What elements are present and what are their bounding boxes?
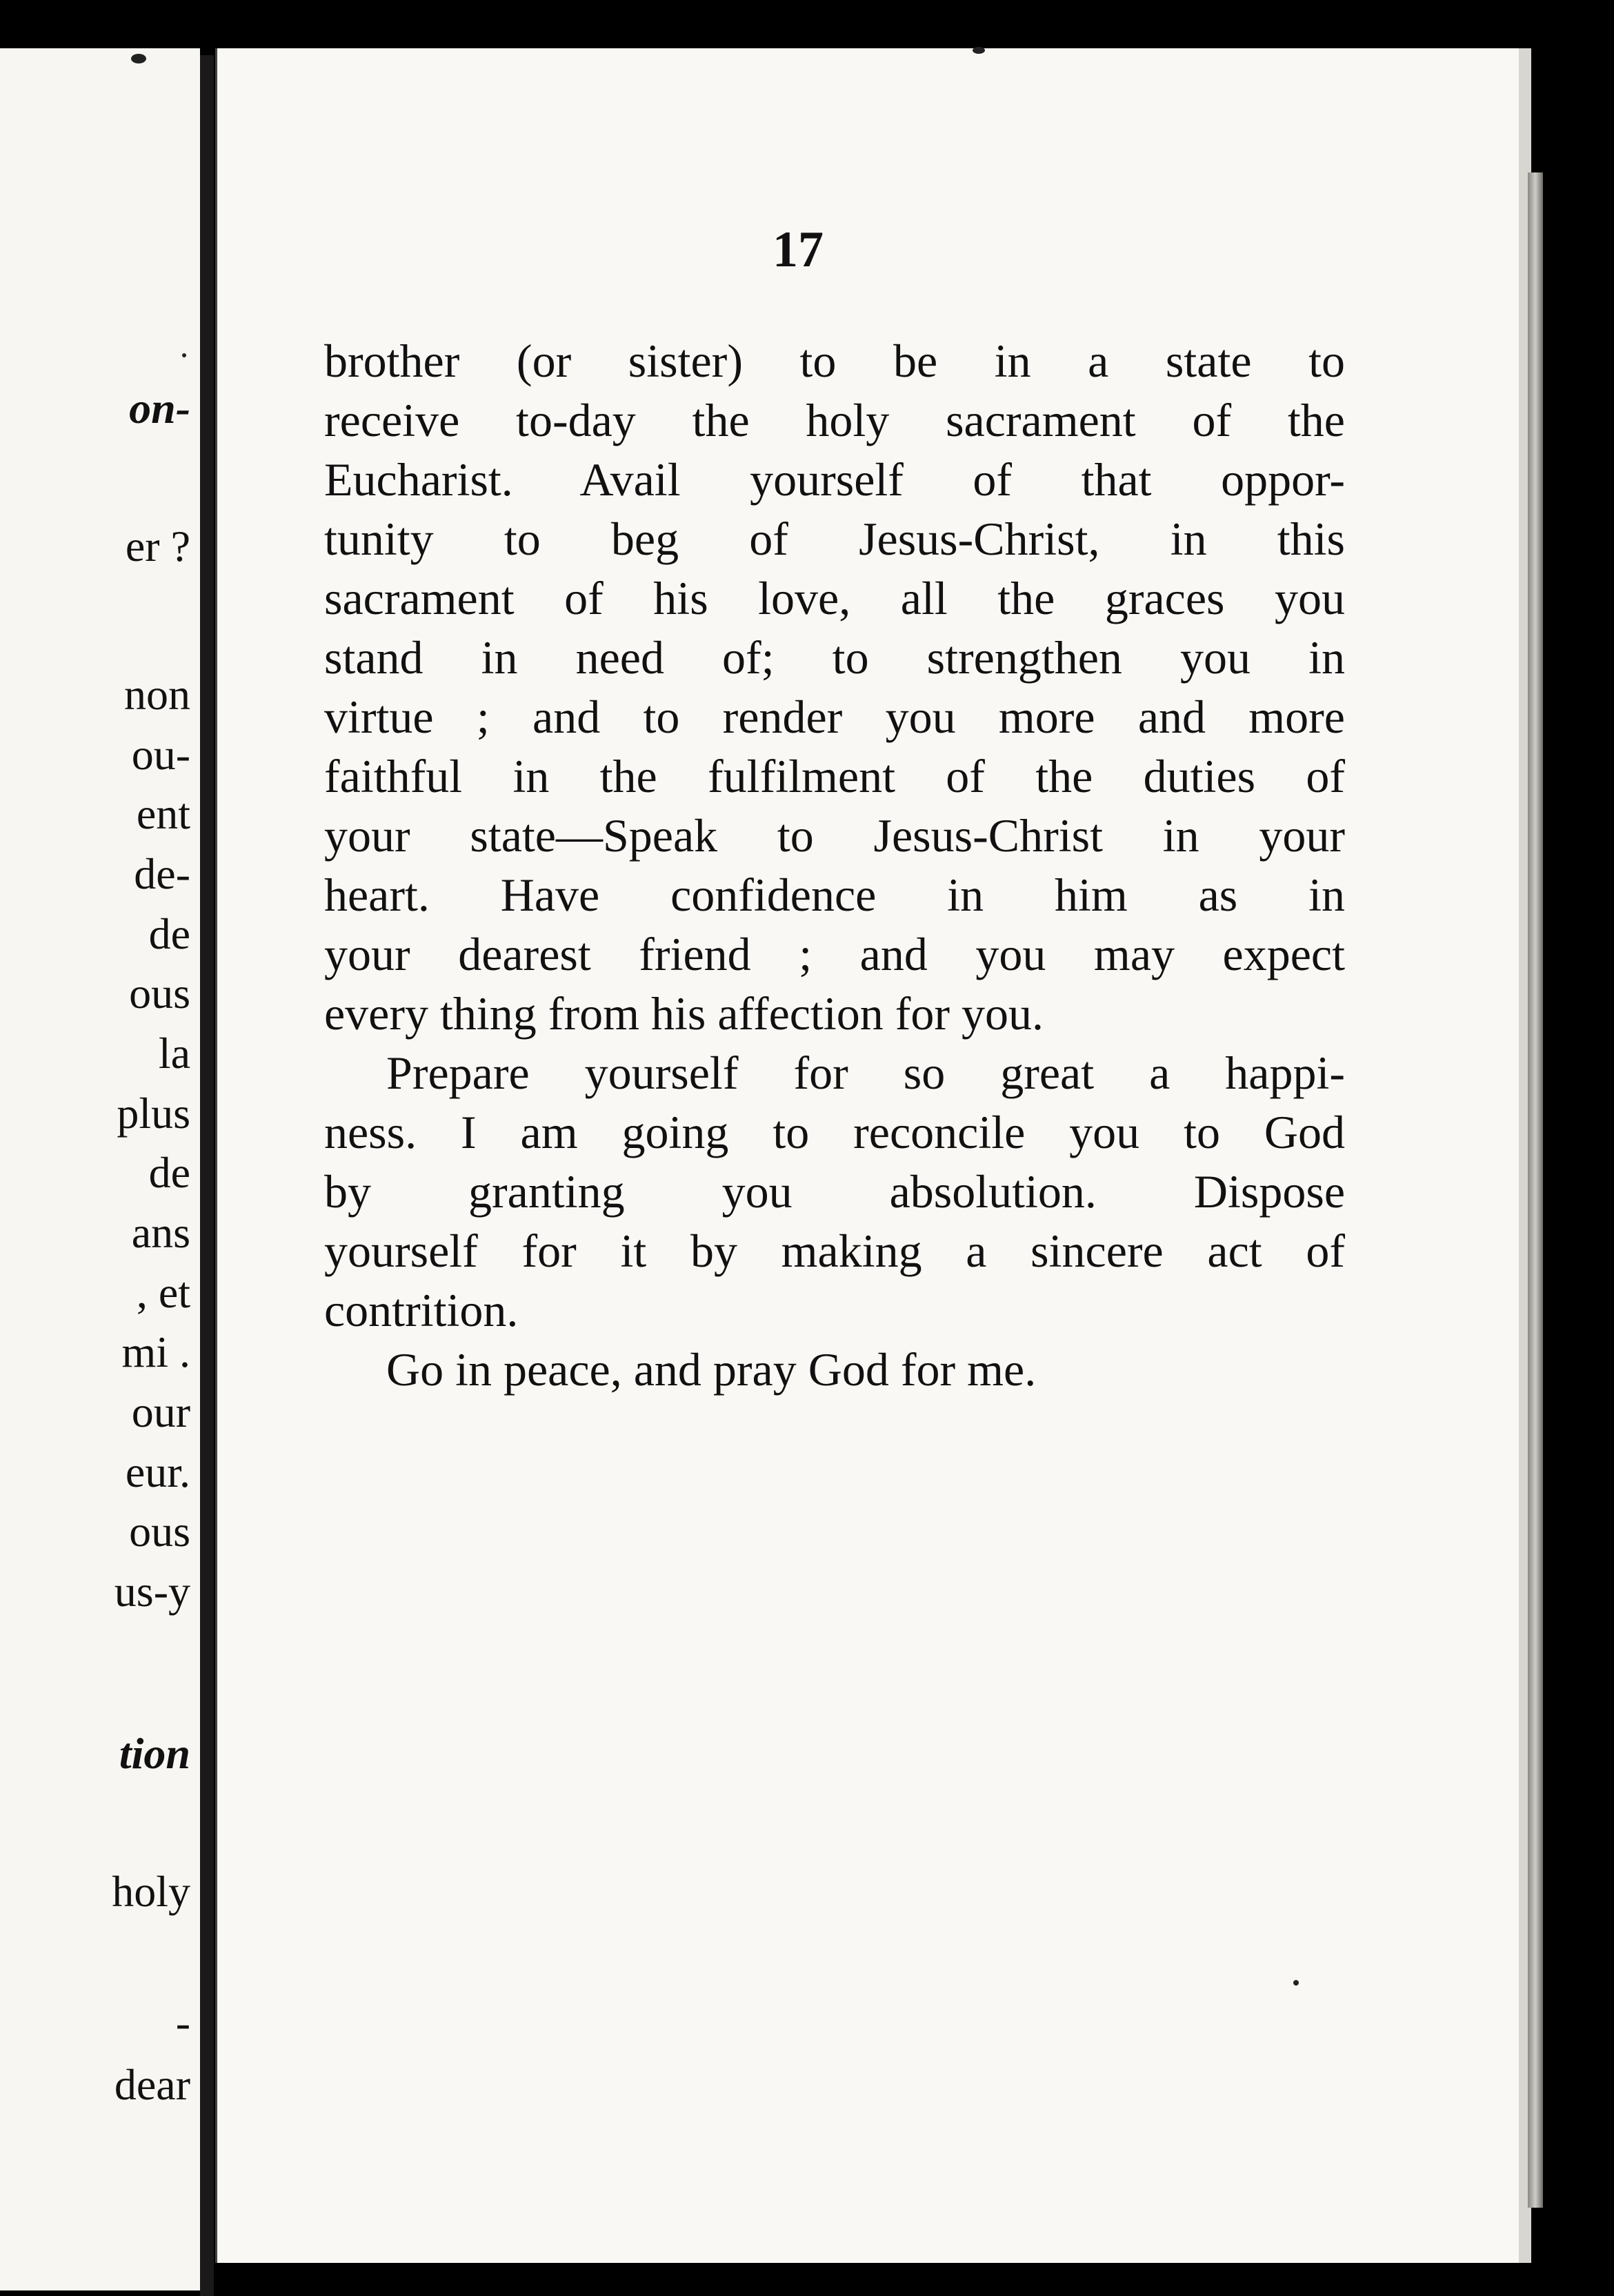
- text-line: faithful in the fulfilment of the duties of: [324, 750, 1345, 802]
- text-line: stand in need of; to strengthen you in: [324, 631, 1345, 684]
- text-line: by granting you absolution. Dispose: [324, 1165, 1345, 1218]
- left-page-fragment: plus: [117, 1089, 190, 1138]
- left-page-fragment: holy: [112, 1867, 190, 1916]
- text-line: brother (or sister) to be in a state to: [324, 335, 1345, 387]
- text-line: Prepare yourself for so great a happi-: [386, 1047, 1345, 1099]
- text-line: ness. I am going to reconcile you to God: [324, 1106, 1345, 1158]
- scan-speck: [973, 47, 985, 54]
- left-page-fragment: non: [124, 670, 190, 719]
- text-line: your dearest friend ; and you may expect: [324, 928, 1345, 980]
- left-page-fragment: ans: [131, 1208, 190, 1257]
- left-page-fragment: de-: [134, 849, 190, 898]
- text-line: your state—Speak to Jesus-Christ in your: [324, 809, 1345, 862]
- text-line: tunity to beg of Jesus-Christ, in this: [324, 513, 1345, 565]
- left-page-fragment: de: [148, 1148, 190, 1197]
- text-line: yourself for it by making a sincere act of: [324, 1225, 1345, 1277]
- scan-speck: [182, 353, 186, 357]
- left-page-fragment: mi .: [121, 1327, 190, 1376]
- text-line: receive to-day the holy sacrament of the: [324, 394, 1345, 446]
- page-number: 17: [773, 221, 824, 278]
- left-page-fragment: ou-: [131, 730, 190, 779]
- text-line: Eucharist. Avail yourself of that oppor-: [324, 453, 1345, 506]
- left-page-fragment: eur.: [125, 1447, 190, 1496]
- left-page-fragment: us-y: [114, 1567, 190, 1616]
- text-line: heart. Have confidence in him as in: [324, 869, 1345, 921]
- text-line: Go in peace, and pray God for me.: [386, 1343, 1037, 1396]
- page-edge-stack: [1528, 172, 1543, 2208]
- left-page-fragment: , et: [136, 1268, 190, 1317]
- text-line: sacrament of his love, all the graces you: [324, 572, 1345, 624]
- left-page-fragment: ent: [136, 789, 190, 838]
- scan-speck: [131, 54, 146, 63]
- text-line: contrition.: [324, 1284, 519, 1336]
- left-page-fragment: de: [148, 909, 190, 958]
- left-page-fragment: er ?: [125, 522, 190, 571]
- book-gutter: [200, 55, 214, 2296]
- text-line: virtue ; and to render you more and more: [324, 691, 1345, 743]
- left-page-fragment: dear: [114, 2060, 190, 2109]
- left-page-fragment: ous: [129, 1507, 190, 1556]
- scan-speck: [1293, 1980, 1299, 1986]
- text-line: every thing from his affection for you.: [324, 987, 1044, 1040]
- left-page-fragment: tion: [119, 1729, 190, 1778]
- body-text: [324, 331, 1345, 1399]
- left-page-fragment: la: [158, 1029, 190, 1078]
- left-page-fragment: our: [131, 1387, 190, 1436]
- left-page-fragment: ous: [129, 969, 190, 1018]
- left-page-fragment: -: [175, 1998, 190, 2047]
- left-page-fragment: on-: [129, 384, 190, 433]
- left-facing-page: [0, 48, 200, 2290]
